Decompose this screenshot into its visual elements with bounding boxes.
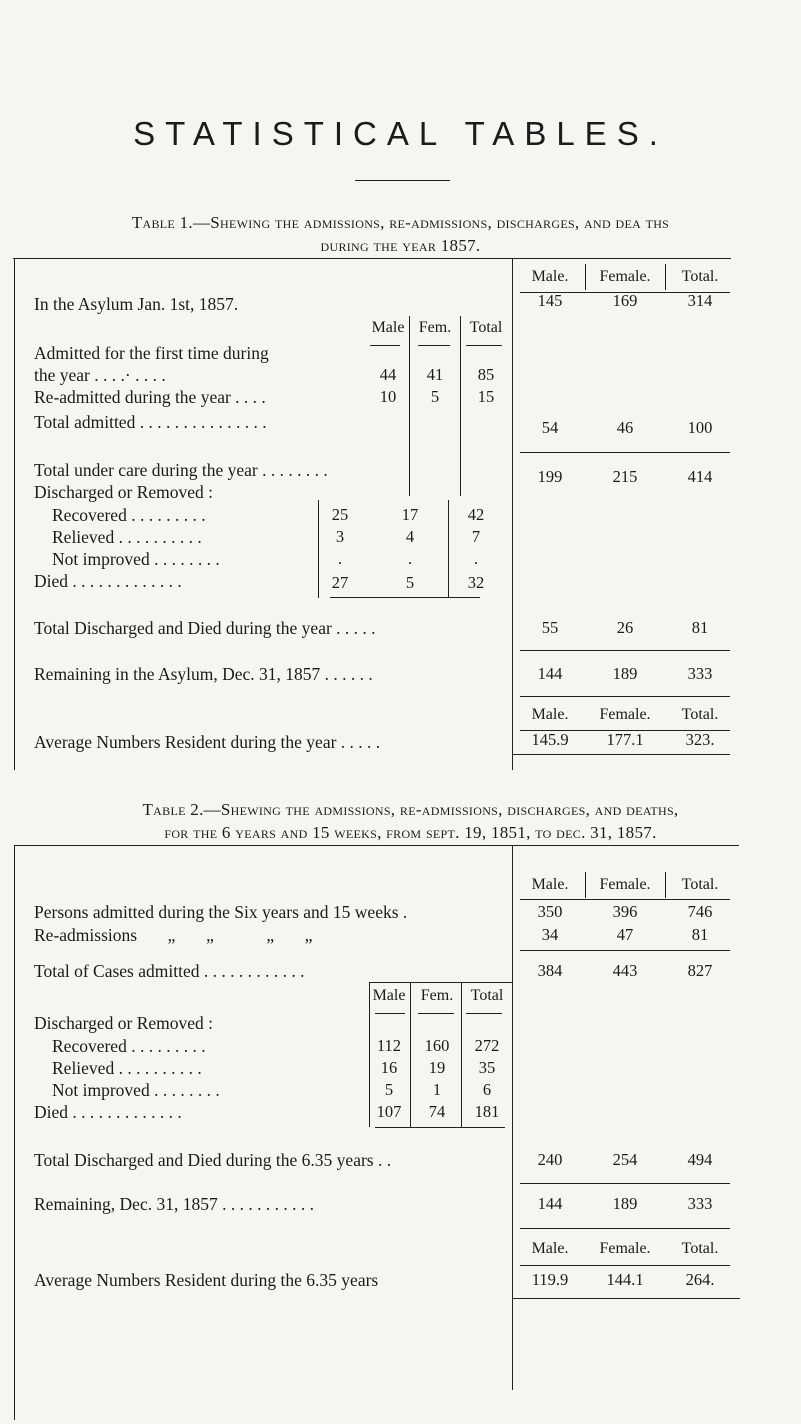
table1-caption-line2: during the year 1857. <box>320 236 481 255</box>
title-rule <box>355 180 450 181</box>
t1-total-under-care-label: Total under care during the year . . . . . . . . <box>34 460 328 480</box>
t2-persons-admitted-label: Persons admitted during the Six years and 15 weeks . <box>34 902 408 922</box>
t2-total-discharged-male: 240 <box>537 1150 563 1169</box>
t2-persons-admitted-female: 396 <box>612 902 638 921</box>
t2-sub-total: Total <box>470 987 504 1004</box>
t1-total-under-care-total: 414 <box>687 467 713 486</box>
t2-died-label: Died . . . . . . . . . . . . . <box>34 1102 182 1122</box>
t1-header-male: Male. <box>531 268 569 285</box>
t2-not-improved-total: 6 <box>482 1080 492 1099</box>
t1-not-improved-male: . <box>337 549 343 568</box>
table2-caption-line1: Table 2.—Shewing the admissions, re-admissions, discharges, and deaths, <box>142 800 679 819</box>
t1-total-under-care-female: 215 <box>612 467 638 486</box>
t2-average-female: 144.1 <box>606 1270 644 1289</box>
t1-sub-male: Male <box>371 319 405 336</box>
t2-readmissions-female: 47 <box>616 925 634 944</box>
t1-recovered-total: 42 <box>467 505 485 524</box>
t2-relieved-label: Relieved . . . . . . . . . . <box>52 1058 202 1078</box>
t1-remaining-male: 144 <box>537 664 563 683</box>
t1-admitted-first-line1: Admitted for the first time during <box>34 343 269 363</box>
t2-header-total: Total. <box>681 876 719 893</box>
t2-recovered-label: Recovered . . . . . . . . . <box>52 1036 206 1056</box>
table2-caption-line2: for the 6 years and 15 weeks, from sept. 19, 1851, to dec. 31, 1857. <box>164 823 657 842</box>
t1-header-total: Total. <box>681 268 719 285</box>
table2-vertical-rule <box>512 845 513 1390</box>
t1-remaining-female: 189 <box>612 664 638 683</box>
t1-recovered-male: 25 <box>331 505 349 524</box>
t2-readmissions-male: 34 <box>541 925 559 944</box>
t2-total-cases-male: 384 <box>537 961 563 980</box>
t2-total-cases-label: Total of Cases admitted . . . . . . . . . . . . <box>34 961 305 981</box>
t1-average-total: 323. <box>685 730 715 749</box>
t1-total-admitted-male: 54 <box>541 418 559 437</box>
t1-in-asylum-male: 145 <box>537 291 563 310</box>
t2-total-discharged-female: 254 <box>612 1150 638 1169</box>
t1-relieved-fem: 4 <box>405 527 415 546</box>
t2-discharged-heading: Discharged or Removed : <box>34 1013 214 1033</box>
t1-average-female: 177.1 <box>606 730 644 749</box>
t2-relieved-fem: 19 <box>428 1058 446 1077</box>
t1-sub-fem: Fem. <box>418 319 452 336</box>
t1-died-label: Died . . . . . . . . . . . . . <box>34 571 182 591</box>
t2-died-male: 107 <box>376 1102 402 1121</box>
t1-recovered-fem: 17 <box>401 505 419 524</box>
t2-persons-admitted-total: 746 <box>687 902 713 921</box>
t1-remaining-label: Remaining in the Asylum, Dec. 31, 1857 . . . . . . <box>34 664 373 684</box>
t1-relieved-label: Relieved . . . . . . . . . . <box>52 527 202 547</box>
t1-admitted-male: 44 <box>379 365 397 384</box>
t2-not-improved-fem: 1 <box>432 1080 442 1099</box>
t2-died-fem: 74 <box>428 1102 446 1121</box>
t2-sub-male: Male <box>372 987 406 1004</box>
t1-discharged-heading: Discharged or Removed : <box>34 482 214 502</box>
t1-recovered-label: Recovered . . . . . . . . . <box>52 505 206 525</box>
t2-average-total: 264. <box>685 1270 715 1289</box>
t1-in-asylum-total: 314 <box>687 291 713 310</box>
table1-top-rule <box>13 258 731 259</box>
t2-relieved-male: 16 <box>380 1058 398 1077</box>
t1-total-discharged-total: 81 <box>691 618 709 637</box>
t1-admitted-total: 85 <box>477 365 495 384</box>
t2-recovered-fem: 160 <box>424 1036 450 1055</box>
t1-total-under-care-male: 199 <box>537 467 563 486</box>
t1-avg-header-total: Total. <box>681 706 719 723</box>
t2-total-discharged-total: 494 <box>687 1150 713 1169</box>
t2-not-improved-male: 5 <box>384 1080 394 1099</box>
t1-sub-total: Total <box>469 319 503 336</box>
t1-not-improved-label: Not improved . . . . . . . . <box>52 549 220 569</box>
table1-caption-line1: Table 1.—Shewing the admissions, re-admissions, discharges, and dea ths <box>131 213 670 232</box>
t2-total-cases-total: 827 <box>687 961 713 980</box>
t1-admitted-first-line2: the year . . . .· . . . . <box>34 365 166 385</box>
t1-avg-header-male: Male. <box>531 706 569 723</box>
t2-readmissions-total: 81 <box>691 925 709 944</box>
t1-total-discharged-female: 26 <box>616 618 634 637</box>
table1-left-rule <box>14 258 15 770</box>
t2-remaining-total: 333 <box>687 1194 713 1213</box>
t1-died-fem: 5 <box>405 573 415 592</box>
t2-died-total: 181 <box>474 1102 500 1121</box>
t1-died-male: 27 <box>331 573 349 592</box>
t2-avg-header-total: Total. <box>681 1240 719 1257</box>
t1-header-female: Female. <box>599 268 651 285</box>
t2-total-cases-female: 443 <box>612 961 638 980</box>
t1-readmitted-label: Re-admitted during the year . . . . <box>34 387 266 407</box>
t1-not-improved-total: . <box>473 549 479 568</box>
t1-total-admitted-label: Total admitted . . . . . . . . . . . . . . . <box>34 412 267 432</box>
t1-total-discharged-male: 55 <box>541 618 559 637</box>
t1-readmitted-fem: 5 <box>430 387 440 406</box>
t2-readmissions-label: Re-admissions „ „ „ „ <box>34 925 313 945</box>
t1-total-admitted-total: 100 <box>687 418 713 437</box>
t2-recovered-total: 272 <box>474 1036 500 1055</box>
t2-average-male: 119.9 <box>531 1270 569 1289</box>
t1-not-improved-fem: . <box>407 549 413 568</box>
t1-average-label: Average Numbers Resident during the year . . . . . <box>34 732 381 752</box>
table2-left-rule <box>14 845 15 1420</box>
t1-avg-header-female: Female. <box>599 706 651 723</box>
t2-header-female: Female. <box>599 876 651 893</box>
t2-avg-header-female: Female. <box>599 1240 651 1257</box>
t2-remaining-female: 189 <box>612 1194 638 1213</box>
t2-total-discharged-label: Total Discharged and Died during the 6.35 years . . <box>34 1150 392 1170</box>
t2-not-improved-label: Not improved . . . . . . . . <box>52 1080 220 1100</box>
t2-avg-header-male: Male. <box>531 1240 569 1257</box>
t1-readmitted-total: 15 <box>477 387 495 406</box>
t1-in-asylum-female: 169 <box>612 291 638 310</box>
t1-admitted-fem: 41 <box>426 365 444 384</box>
t2-average-label: Average Numbers Resident during the 6.35 years <box>34 1270 379 1290</box>
t1-remaining-total: 333 <box>687 664 713 683</box>
t1-died-total: 32 <box>467 573 485 592</box>
t2-persons-admitted-male: 350 <box>537 902 563 921</box>
t1-in-asylum-label: In the Asylum Jan. 1st, 1857. <box>34 294 239 314</box>
t2-header-male: Male. <box>531 876 569 893</box>
t1-total-admitted-female: 46 <box>616 418 634 437</box>
t1-relieved-male: 3 <box>335 527 345 546</box>
t2-sub-fem: Fem. <box>420 987 454 1004</box>
table1-vertical-rule <box>512 258 513 770</box>
table2-top-rule <box>14 845 739 846</box>
t1-average-male: 145.9 <box>531 730 569 749</box>
t2-remaining-label: Remaining, Dec. 31, 1857 . . . . . . . . . . . <box>34 1194 314 1214</box>
t2-recovered-male: 112 <box>376 1036 402 1055</box>
t2-relieved-total: 35 <box>478 1058 496 1077</box>
t1-relieved-total: 7 <box>471 527 481 546</box>
page-title: STATISTICAL TABLES. <box>133 115 668 152</box>
t1-readmitted-male: 10 <box>379 387 397 406</box>
t2-remaining-male: 144 <box>537 1194 563 1213</box>
t1-total-discharged-label: Total Discharged and Died during the year . . . . . <box>34 618 376 638</box>
